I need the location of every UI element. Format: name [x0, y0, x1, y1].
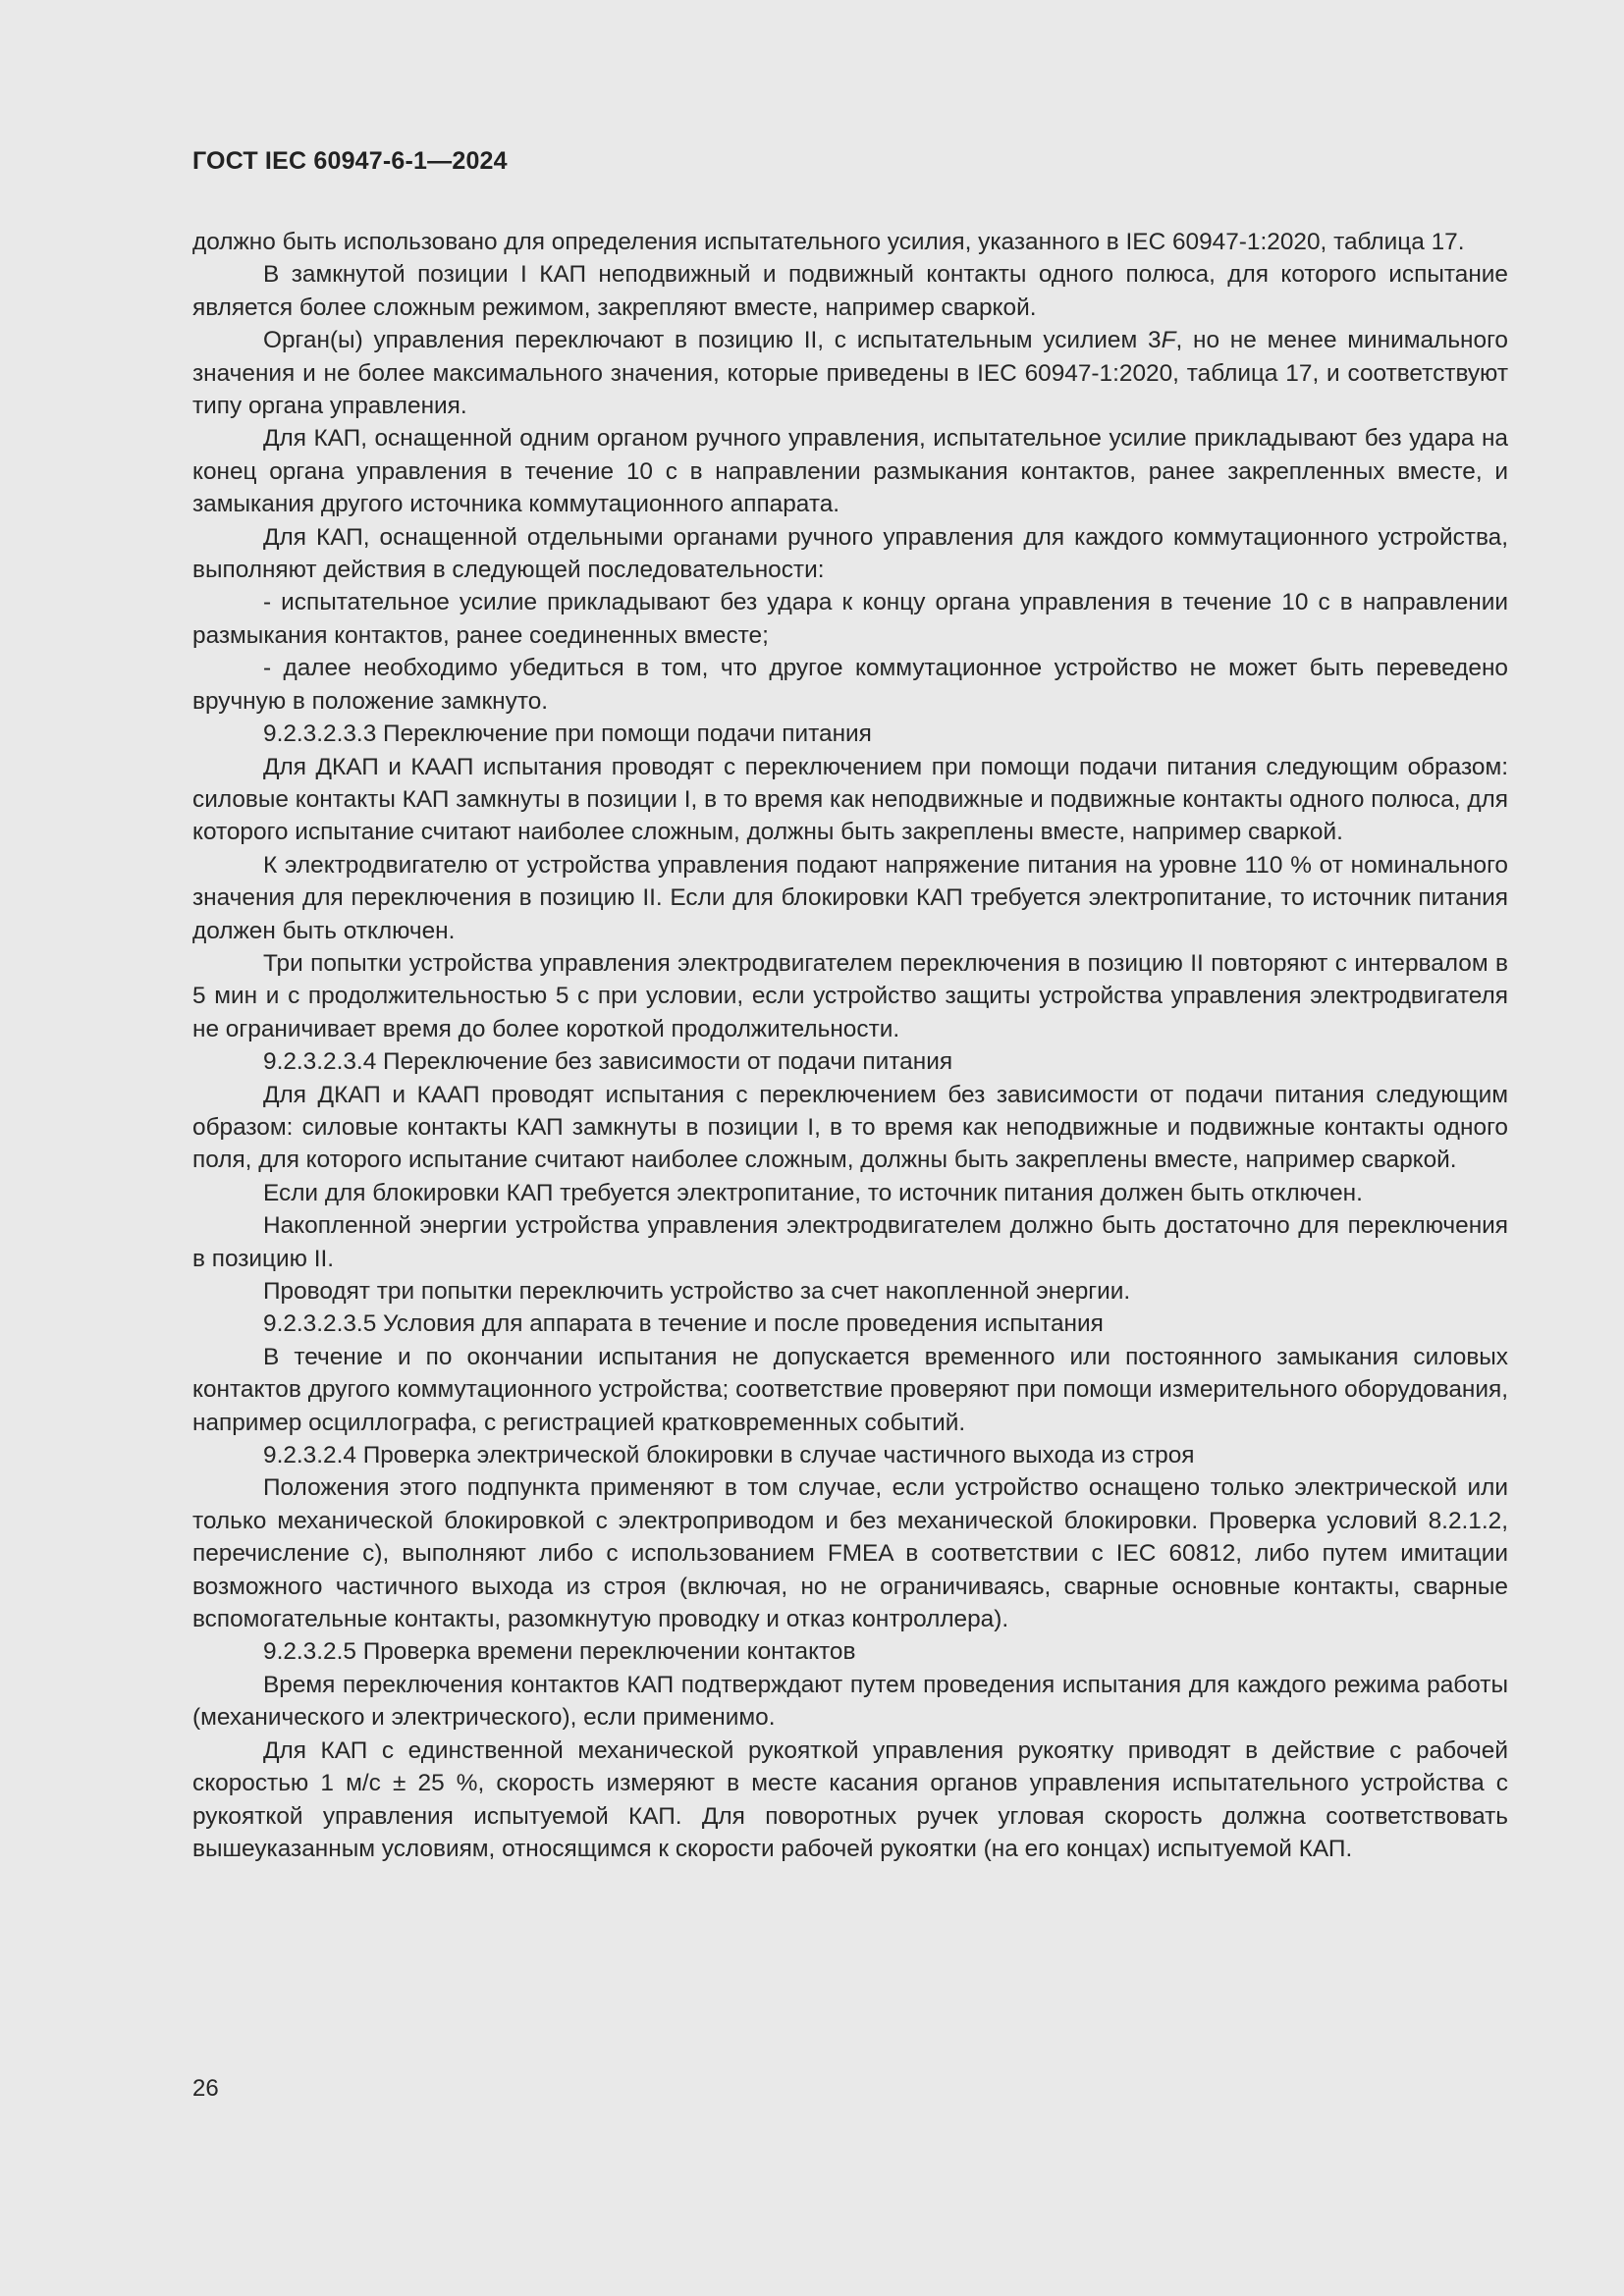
paragraph: 9.2.3.2.3.4 Переключение без зависимости от подачи питания — [263, 1048, 953, 1076]
paragraph: 9.2.3.2.4 Проверка электрической блокировки в случае частичного выхода из строя — [263, 1442, 1195, 1469]
paragraph: Для ДКАП и КААП испытания проводят с переключением при помощи подачи питания следующим образом: силовые контакты КАП замкнуты в позиции I, в то время как неподвижные и подвижные контакты одного полюса, для которого испытание считают наиболее сложным, должны быть закреплены вместе, например сваркой. — [192, 753, 1508, 846]
paragraph: Время переключения контактов КАП подтверждают путем проведения испытания для каждого режима работы (механического и электрического), если применимо. — [192, 1671, 1508, 1732]
paragraph: В замкнутой позиции I КАП неподвижный и подвижный контакты одного полюса, для которого испытание является более сложным режимом, закрепляют вместе, например сваркой. — [192, 261, 1508, 321]
body-text — [192, 226, 1508, 1865]
document-header: ГОСТ IEC 60947-6-1—2024 — [192, 147, 508, 175]
paragraph: 9.2.3.2.5 Проверка времени переключении контактов — [263, 1638, 856, 1666]
page-number: 26 — [192, 2075, 219, 2102]
paragraph: Для КАП, оснащенной отдельными органами ручного управления для каждого коммутационного устройства, выполняют действия в следующей последовательности: — [192, 523, 1508, 584]
paragraph: Три попытки устройства управления электродвигателем переключения в позицию II повторяют с интервалом в 5 мин и с продолжительностью 5 с при условии, если устройство защиты устройства управления электродвигателя не ограничивает время до более короткой продолжительности. — [192, 949, 1508, 1042]
paragraph: Положения этого подпункта применяют в том случае, если устройство оснащено только электрической или только механической блокировкой с электроприводом и без механической блокировки. Проверка условий 8.2.1.2, перечисление с), выполняют либо с использованием FMEA в соответствии с IEC 60812, либо путем имитации возможного частичного выхода из строя (включая, но не ограничиваясь, сварные основные контакты, сварные вспомогательные контакты, разомкнутую проводку и отказ контроллера). — [192, 1474, 1508, 1633]
paragraph: Орган(ы) управления переключают в позицию II, с испытательным усилием 3F, но не менее минимального значения и не более максимального значения, которые приведены в IEC 60947-1:2020, таблица 17, и соответствуют типу органа управления. — [192, 327, 1508, 420]
paragraph: В течение и по окончании испытания не допускается временного или постоянного замыкания силовых контактов другого коммутационного устройства; соответствие проверяют при помощи измерительного оборудования, например осциллографа, с регистрацией кратковременных событий. — [192, 1343, 1508, 1436]
paragraph: Если для блокировки КАП требуется электропитание, то источник питания должен быть отключен. — [263, 1179, 1363, 1206]
paragraph: Накопленной энергии устройства управления электродвигателем должно быть достаточно для переключения в позицию II. — [192, 1212, 1508, 1272]
paragraph: должно быть использовано для определения испытательного усилия, указанного в IEC 60947-1:2020, таблица 17. — [192, 229, 1465, 255]
paragraph: 9.2.3.2.3.3 Переключение при помощи подачи питания — [263, 721, 872, 748]
paragraph: Для ДКАП и КААП проводят испытания с переключением без зависимости от подачи питания следующим образом: силовые контакты КАП замкнуты в позиции I, в то время как неподвижные и подвижные контакты одного поля, для которого испытание считают наиболее сложным, должны быть закреплены вместе, например сваркой. — [192, 1081, 1508, 1174]
paragraph: - испытательное усилие прикладывают без удара к концу органа управления в течение 10 с в направлении размыкания контактов, ранее соединенных вместе; — [192, 589, 1508, 649]
paragraph: Проводят три попытки переключить устройство за счет накопленной энергии. — [263, 1278, 1131, 1305]
paragraph: Для КАП с единственной механической рукояткой управления рукоятку приводят в действие с рабочей скоростью 1 м/с ± 25 %, скорость измеряют в месте касания органов управления испытательного устройства с рукояткой управления испытуемой КАП. Для поворотных ручек угловая скорость должна соответствовать вышеуказанным условиям, относящимся к скорости рабочей рукоятки (на его концах) испытуемой КАП. — [192, 1736, 1508, 1862]
paragraph: 9.2.3.2.3.5 Условия для аппарата в течение и после проведения испытания — [263, 1310, 1104, 1338]
paragraph: Для КАП, оснащенной одним органом ручного управления, испытательное усилие прикладывают без удара на конец органа управления в течение 10 с в направлении размыкания контактов, ранее закрепленных вместе, и замыкания другого источника коммутационного аппарата. — [192, 425, 1508, 518]
paragraph: - далее необходимо убедиться в том, что другое коммутационное устройство не может быть переведено вручную в положение замкнуто. — [192, 655, 1508, 715]
paragraph: К электродвигателю от устройства управления подают напряжение питания на уровне 110 % от номинального значения для переключения в позицию II. Если для блокировки КАП требуется электропитание, то источник питания должен быть отключен. — [192, 851, 1508, 944]
